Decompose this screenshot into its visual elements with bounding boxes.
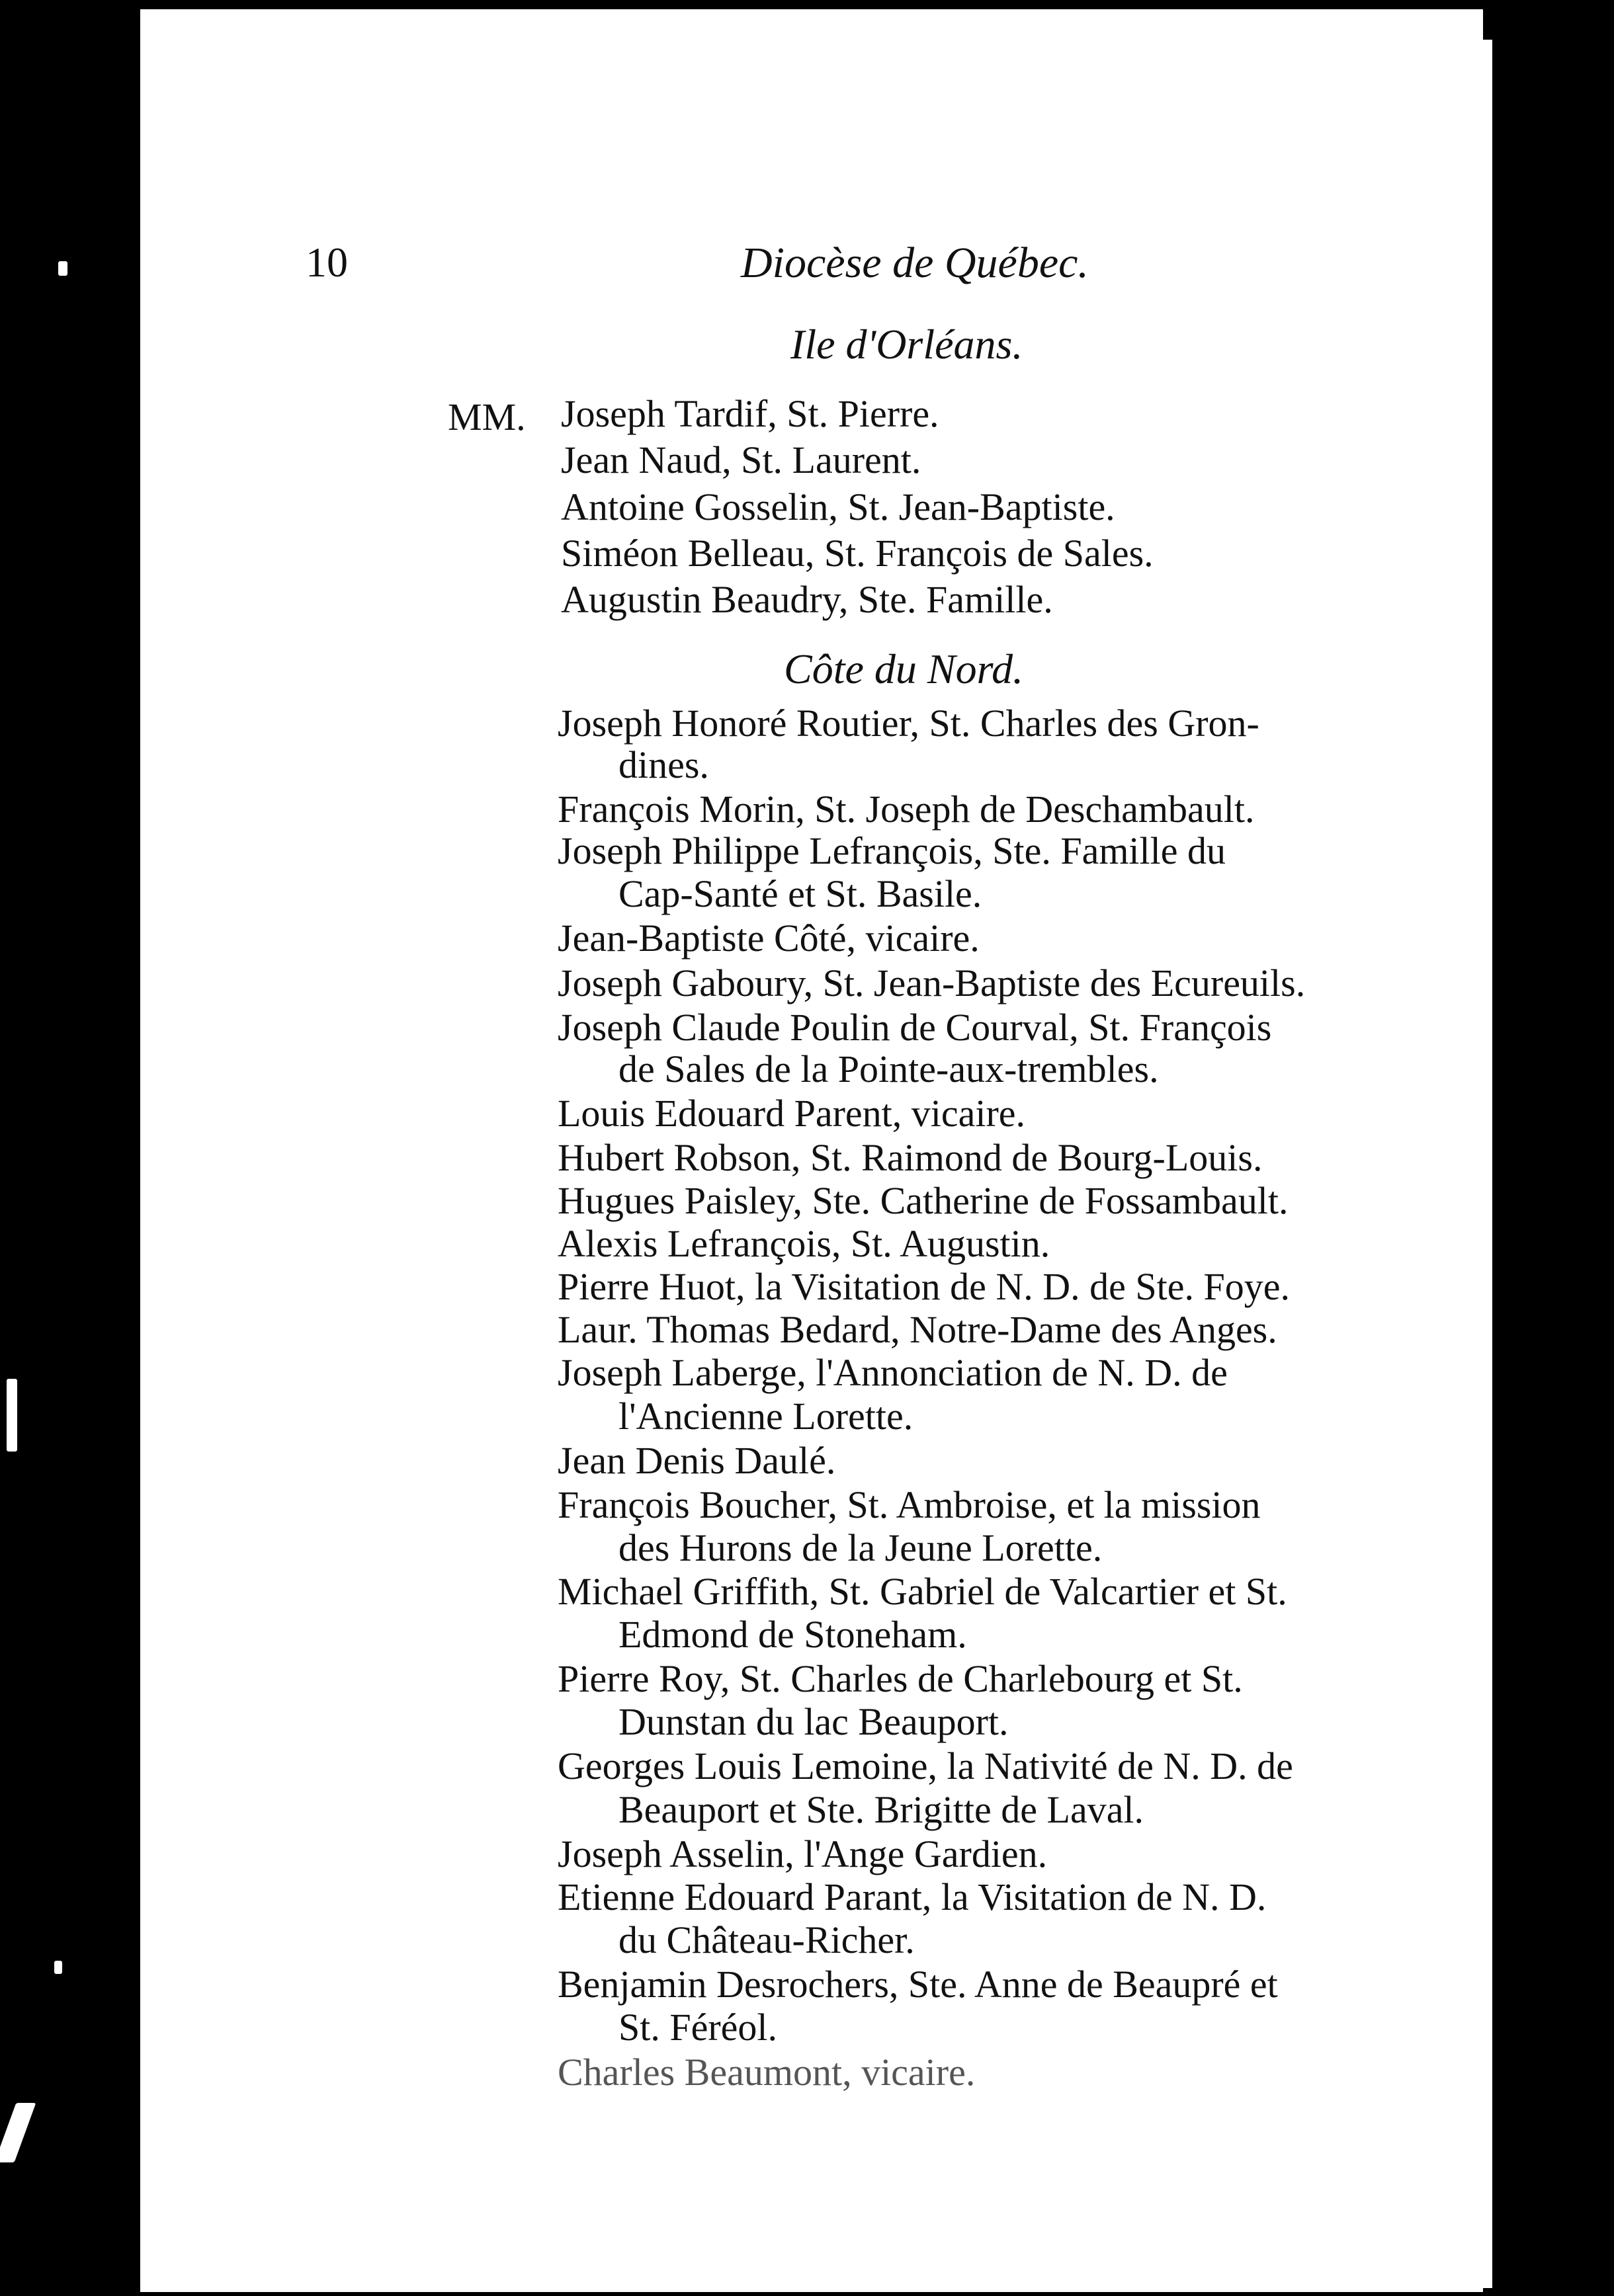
list-item: Hugues Paisley, Ste. Catherine de Fossambault. [558, 1179, 1289, 1222]
facing-page-edge [1483, 40, 1492, 2288]
list-item: Antoine Gosselin, St. Jean-Baptiste. [561, 485, 1115, 528]
list-item-continuation: de Sales de la Pointe-aux-trembles. [618, 1047, 1159, 1090]
list-item: Joseph Honoré Routier, St. Charles des Gron- [558, 702, 1259, 745]
list-item: Siméon Belleau, St. François de Sales. [561, 532, 1154, 575]
list-item: François Morin, St. Joseph de Deschambault. [558, 788, 1255, 831]
scan-speck [54, 1961, 62, 1974]
list-item: Augustin Beaudry, Ste. Famille. [561, 578, 1053, 621]
list-item: Pierre Huot, la Visitation de N. D. de Ste. Foye. [558, 1265, 1290, 1308]
list-item-continuation: Cap-Santé et St. Basile. [618, 872, 982, 915]
list-item: Michael Griffith, St. Gabriel de Valcartier et St. [558, 1570, 1287, 1613]
list-item: Jean Naud, St. Laurent. [561, 438, 921, 481]
list-item-continuation: Dunstan du lac Beauport. [618, 1700, 1009, 1743]
list-item-continuation: Edmond de Stoneham. [618, 1613, 967, 1656]
list-item-continuation: du Château-Richer. [618, 1918, 915, 1961]
page-number: 10 [306, 239, 348, 286]
scan-speck [7, 1379, 17, 1452]
page-header [0, 238, 1614, 298]
list-item-continuation: des Hurons de la Jeune Lorette. [618, 1526, 1103, 1569]
list-item: Hubert Robson, St. Raimond de Bourg-Louis. [558, 1136, 1263, 1179]
list-item: Georges Louis Lemoine, la Nativité de N. D. de [558, 1744, 1293, 1787]
list-item-continuation: dines. [618, 743, 709, 786]
list-item: Charles Beaumont, vicaire. [558, 2051, 976, 2094]
honorific-prefix: MM. [448, 395, 526, 438]
list-item: Jean-Baptiste Côté, vicaire. [558, 917, 980, 960]
list-item: Laur. Thomas Bedard, Notre-Dame des Anges. [558, 1308, 1277, 1351]
section-heading-ile-dorleans: Ile d'Orléans. [790, 321, 1023, 368]
list-item-continuation: St. Féréol. [618, 2006, 778, 2049]
section-heading-cote-du-nord: Côte du Nord. [784, 645, 1024, 692]
list-item: Etienne Edouard Parant, la Visitation de N. D. [558, 1875, 1267, 1918]
list-item: François Boucher, St. Ambroise, et la mission [558, 1483, 1261, 1526]
list-item: Joseph Tardif, St. Pierre. [561, 392, 939, 435]
list-item-continuation: Beauport et Ste. Brigitte de Laval. [618, 1788, 1144, 1831]
running-title: Diocèse de Québec. [741, 239, 1089, 287]
list-item: Joseph Claude Poulin de Courval, St. François [558, 1006, 1272, 1049]
list-item: Pierre Roy, St. Charles de Charlebourg et St. [558, 1657, 1243, 1700]
list-item: Alexis Lefrançois, St. Augustin. [558, 1222, 1050, 1265]
list-item: Benjamin Desrochers, Ste. Anne de Beaupré et [558, 1963, 1278, 2006]
scan-speck [0, 2103, 36, 2162]
list-item: Joseph Gaboury, St. Jean-Baptiste des Ecureuils. [558, 962, 1306, 1004]
list-item: Jean Denis Daulé. [558, 1439, 836, 1482]
list-item: Joseph Philippe Lefrançois, Ste. Famille du [558, 829, 1226, 872]
list-item-continuation: l'Ancienne Lorette. [618, 1395, 913, 1438]
list-item: Joseph Laberge, l'Annonciation de N. D. de [558, 1351, 1228, 1394]
list-item: Joseph Asselin, l'Ange Gardien. [558, 1832, 1048, 1875]
list-item: Louis Edouard Parent, vicaire. [558, 1092, 1026, 1135]
